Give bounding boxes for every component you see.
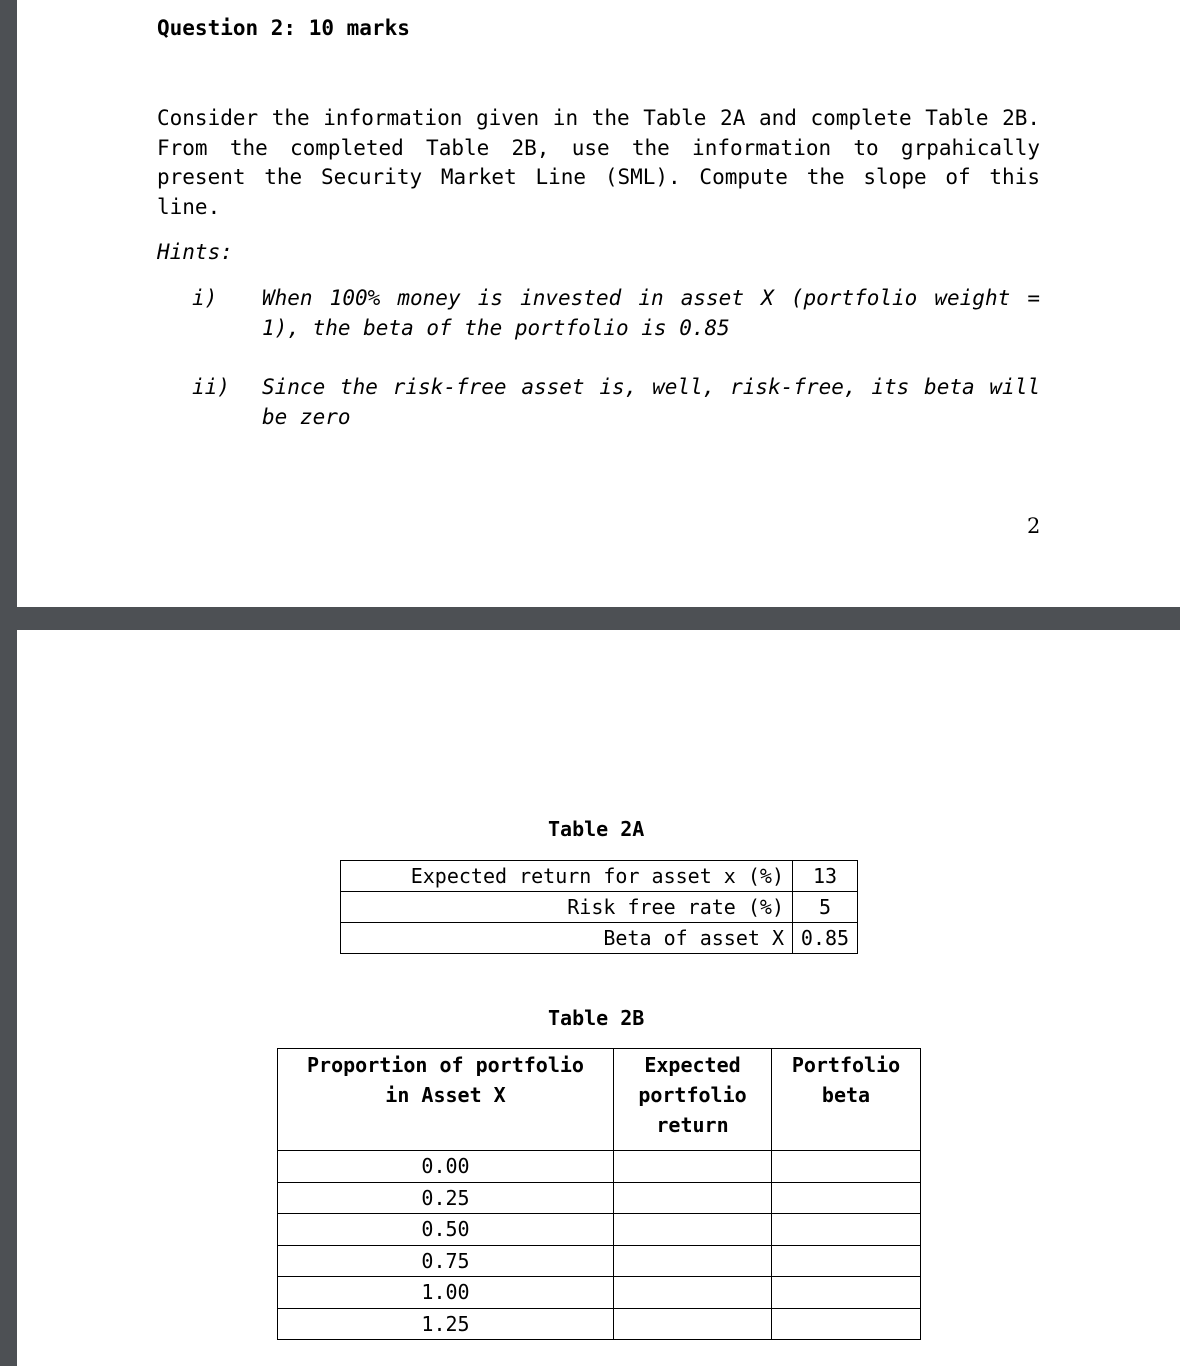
table-2a <box>340 860 858 954</box>
header-line: in Asset X <box>385 1083 506 1107</box>
table-row <box>278 1151 921 1183</box>
proportion-cell: 1.00 <box>278 1277 614 1309</box>
table-row <box>278 1182 921 1214</box>
header-line: Proportion of portfolio <box>307 1053 584 1077</box>
table-2b <box>277 1048 921 1340</box>
header-line: portfolio <box>638 1083 747 1107</box>
portfolio-beta-cell <box>772 1182 921 1214</box>
table-2a-caption: Table 2A <box>548 817 645 841</box>
header-line: return <box>656 1113 729 1137</box>
expected-return-cell <box>614 1151 772 1183</box>
question-text-line: line. <box>157 195 221 220</box>
hints-label: Hints: <box>157 240 233 264</box>
table-2b-caption: Table 2B <box>548 1006 645 1030</box>
question-text-line: Consider the information given in the Table 2A and complete Table 2B. <box>157 106 1040 130</box>
header-line: beta <box>821 1083 871 1107</box>
hint-text <box>262 284 1040 343</box>
table-cell-label: Risk free rate (%) <box>341 892 793 923</box>
portfolio-beta-cell <box>772 1151 921 1183</box>
table-row <box>278 1245 921 1277</box>
page-number: 2 <box>1027 514 1041 538</box>
header-line: Expected <box>644 1053 741 1077</box>
table-row <box>278 1277 921 1309</box>
document-page-2 <box>17 630 1180 1366</box>
proportion-cell: 0.50 <box>278 1214 614 1246</box>
table-cell-value: 0.85 <box>793 923 858 954</box>
expected-return-cell <box>614 1277 772 1309</box>
proportion-cell: 0.00 <box>278 1151 614 1183</box>
header-proportion <box>278 1049 614 1151</box>
question-text-line: present the Security Market Line (SML). Compute the slope of this <box>157 165 1040 190</box>
table-row <box>341 923 858 954</box>
portfolio-beta-cell <box>772 1277 921 1309</box>
portfolio-beta-cell <box>772 1245 921 1277</box>
hint-text <box>262 373 1040 432</box>
document-page-1 <box>17 0 1180 607</box>
hint-line: 1), the beta of the portfolio is 0.85 <box>262 315 730 340</box>
question-title: Question 2: 10 marks <box>157 16 410 40</box>
hint-number: ii) <box>192 375 230 399</box>
expected-return-cell <box>614 1308 772 1340</box>
proportion-cell: 0.25 <box>278 1182 614 1214</box>
header-line: Portfolio <box>791 1053 901 1077</box>
expected-return-cell <box>614 1182 772 1214</box>
header-expected-return <box>614 1049 772 1151</box>
hint-line: be zero <box>262 404 351 429</box>
hint-number: i) <box>192 286 218 310</box>
expected-return-cell <box>614 1214 772 1246</box>
table-cell-value: 13 <box>793 861 858 892</box>
table-cell-label: Beta of asset X <box>341 923 793 954</box>
expected-return-cell <box>614 1245 772 1277</box>
table-header-row <box>278 1049 921 1151</box>
portfolio-beta-cell <box>772 1214 921 1246</box>
hint-line: When 100% money is invested in asset X (portfolio weight = <box>262 286 1040 310</box>
question-text <box>157 104 1040 223</box>
proportion-cell: 0.75 <box>278 1245 614 1277</box>
table-row <box>278 1214 921 1246</box>
table-row <box>341 892 858 923</box>
header-portfolio-beta <box>772 1049 921 1151</box>
proportion-cell: 1.25 <box>278 1308 614 1340</box>
portfolio-beta-cell <box>772 1308 921 1340</box>
table-row <box>341 861 858 892</box>
hint-line: Since the risk-free asset is, well, risk-free, its beta will <box>262 375 1040 399</box>
question-text-line: From the completed Table 2B, use the information to grpahically <box>157 135 1040 160</box>
table-cell-label: Expected return for asset x (%) <box>341 861 793 892</box>
table-row <box>278 1308 921 1340</box>
table-cell-value: 5 <box>793 892 858 923</box>
